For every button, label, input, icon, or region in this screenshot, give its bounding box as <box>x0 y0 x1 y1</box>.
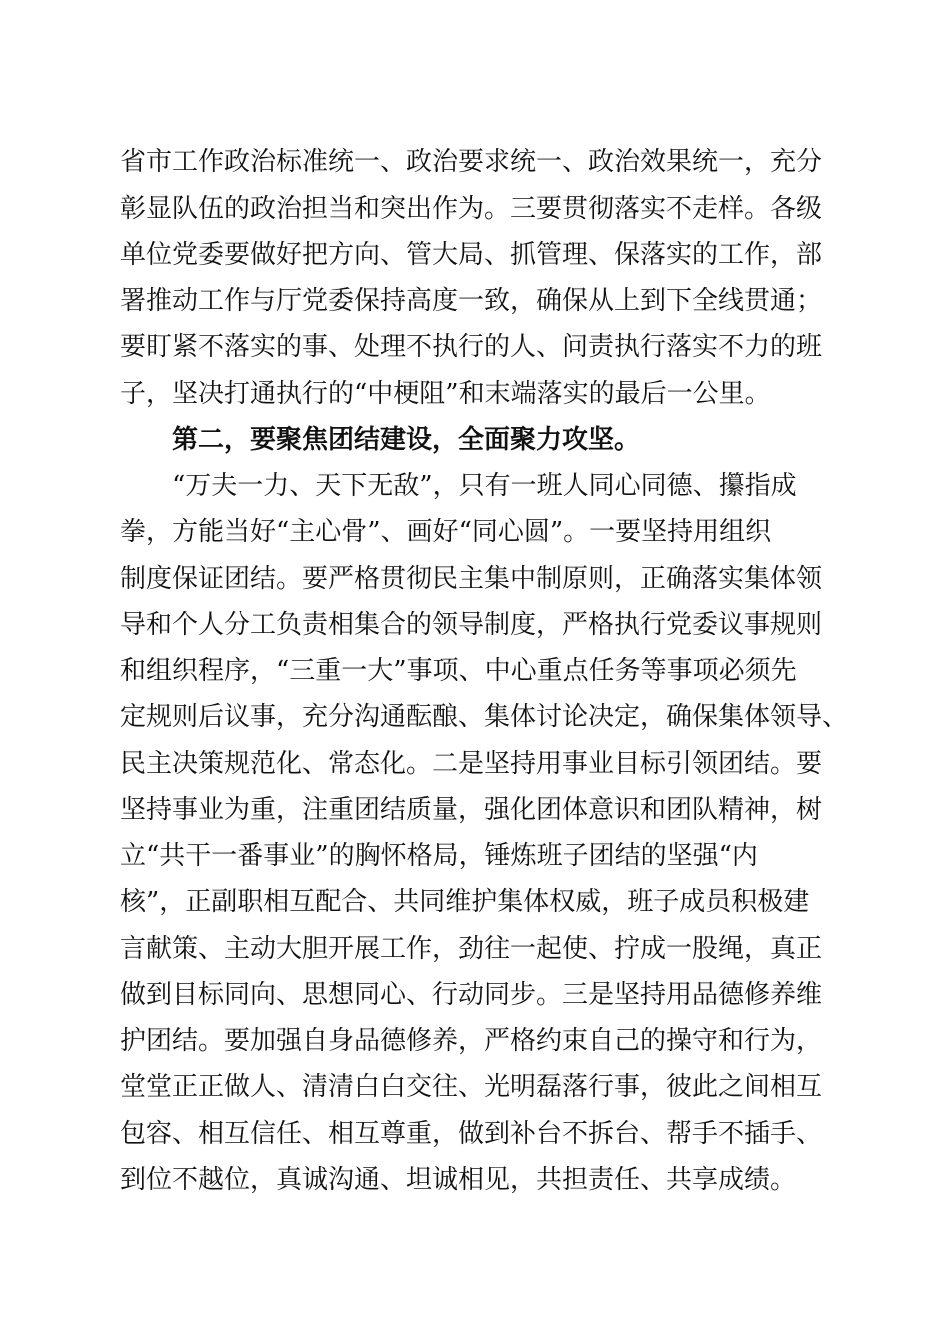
text-line: 堂堂正正做人、清清白白交往、光明磊落行事，彼此之间相互 <box>120 1072 823 1102</box>
text-line: 民主决策规范化、常态化。二是坚持用事业目标引领团结。要 <box>120 749 823 779</box>
text-line: 导和个人分工负责相集合的领导制度，严格执行党委议事规则 <box>120 610 823 640</box>
text-line: 和组织程序，“三重一大”事项、中心重点任务等事项必须先 <box>120 656 797 686</box>
text-line: 言献策、主动大胆开展工作，劲往一起使、拧成一股绳，真正 <box>120 934 823 964</box>
text-line: 要盯紧不落实的事、处理不执行的人、问责执行落实不力的班 <box>120 332 823 362</box>
text-line: 单位党委要做好把方向、管大局、抓管理、保落实的工作，部 <box>120 240 823 270</box>
text-line: 制度保证团结。要严格贯彻民主集中制原则，正确落实集体领 <box>120 564 823 594</box>
text-line: “万夫一力、天下无敌”，只有一班人同心同德、攥指成 <box>172 471 797 501</box>
text-line: 到位不越位，真诚沟通、坦诚相见，共担责任、共享成绩。 <box>120 1165 797 1195</box>
text-line: 核”，正副职相互配合、共同维护集体权威，班子成员积极建 <box>120 887 810 917</box>
text-line: 做到目标同向、思想同心、行动同步。三是坚持用品德修养维 <box>120 980 823 1010</box>
section-heading: 第二，要聚焦团结建设，全面聚力攻坚。 <box>172 425 641 455</box>
text-line: 坚持事业为重，注重团结质量，强化团体意识和团队精神，树 <box>120 795 823 825</box>
text-line: 护团结。要加强自身品德修养，严格约束自己的操守和行为， <box>120 1026 823 1056</box>
text-line: 拳，方能当好“主心骨”、画好“同心圆”。一要坚持用组织 <box>120 517 772 547</box>
text-line: 彰显队伍的政治担当和突出作为。三要贯彻落实不走样。各级 <box>120 194 823 224</box>
text-line: 子，坚决打通执行的“中梗阻”和末端落实的最后一公里。 <box>120 379 771 409</box>
text-line: 署推动工作与厅党委保持高度一致，确保从上到下全线贯通； <box>120 286 823 316</box>
text-line: 定规则后议事，充分沟通酝酿、集体讨论决定，确保集体领导、 <box>120 702 849 732</box>
text-line: 包容、相互信任、相互尊重，做到补台不拆台、帮手不插手、 <box>120 1119 823 1149</box>
text-line: 立“共干一番事业”的胸怀格局，锤炼班子团结的坚强“内 <box>120 841 758 871</box>
text-line: 省市工作政治标准统一、政治要求统一、政治效果统一，充分 <box>120 147 823 177</box>
